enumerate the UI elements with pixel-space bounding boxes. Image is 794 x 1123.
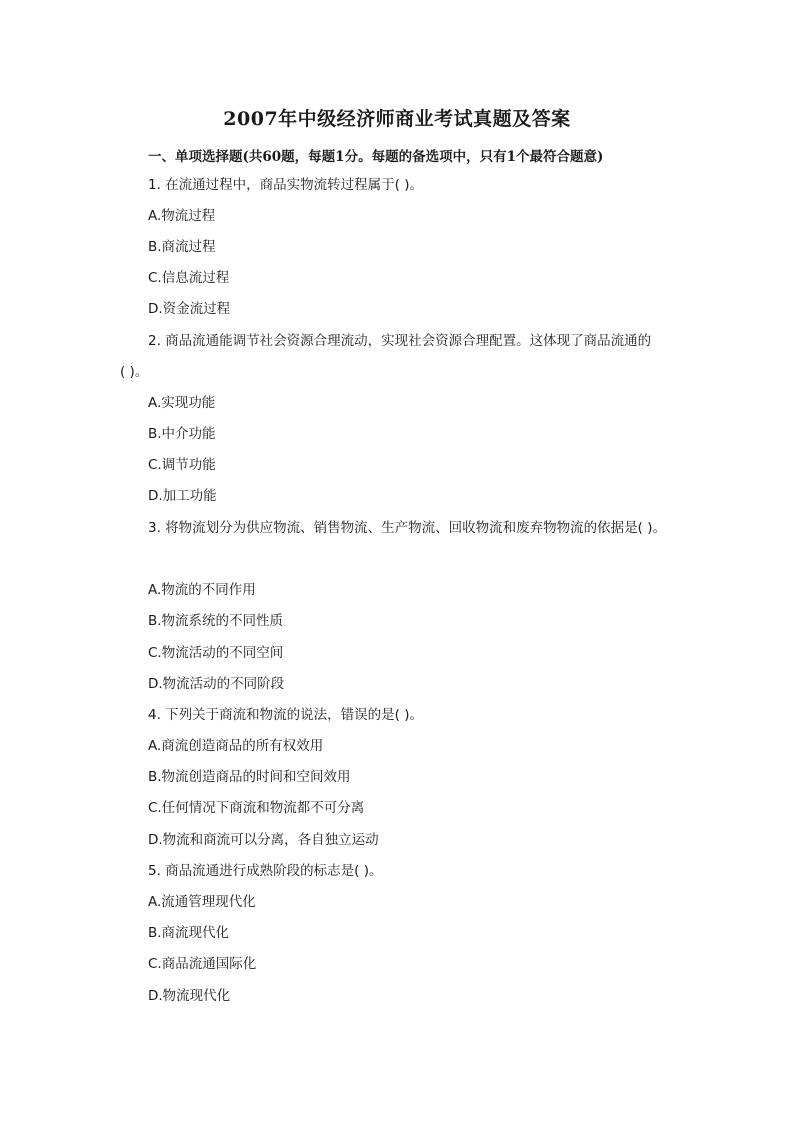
- question-2-option-d: D.加工功能: [148, 488, 217, 504]
- question-1-option-d: D.资金流过程: [148, 301, 231, 317]
- question-4-option-a: A.商流创造商品的所有权效用: [148, 738, 324, 754]
- question-4-stem: 4. 下列关于商流和物流的说法，错误的是( )。: [148, 707, 423, 723]
- question-1-option-a: A.物流过程: [148, 208, 216, 224]
- question-3-option-d: D.物流活动的不同阶段: [148, 676, 285, 692]
- question-2-stem: 2. 商品流通能调节社会资源合理流动，实现社会资源合理配置。这体现了商品流通的: [148, 333, 652, 349]
- question-5-stem: 5. 商品流通进行成熟阶段的标志是( )。: [148, 863, 383, 879]
- question-2-option-a: A.实现功能: [148, 395, 216, 411]
- section-heading: 一、单项选择题(共60题，每题1分。每题的备选项中，只有1个最符合题意): [148, 149, 604, 165]
- question-5-option-d: D.物流现代化: [148, 988, 231, 1004]
- question-2-option-b: B.中介功能: [148, 426, 216, 442]
- question-4-option-c: C.任何情况下商流和物流都不可分离: [148, 800, 365, 816]
- question-4-option-d: D.物流和商流可以分离，各自独立运动: [148, 832, 379, 848]
- question-1-stem: 1. 在流通过程中，商品实物流转过程属于( )。: [148, 177, 423, 193]
- document-title: 2007年中级经济师商业考试真题及答案: [223, 108, 571, 130]
- question-5-option-b: B.商流现代化: [148, 925, 230, 941]
- question-2-stem-continuation: ( )。: [120, 364, 149, 380]
- question-3-option-c: C.物流活动的不同空间: [148, 645, 284, 661]
- question-2-option-c: C.调节功能: [148, 457, 216, 473]
- question-3-stem: 3. 将物流划分为供应物流、销售物流、生产物流、回收物流和废弃物物流的依据是( )。: [148, 520, 666, 536]
- question-1-option-c: C.信息流过程: [148, 270, 230, 286]
- question-1-option-b: B.商流过程: [148, 239, 216, 255]
- question-3-option-a: A.物流的不同作用: [148, 582, 256, 598]
- question-3-option-b: B.物流系统的不同性质: [148, 613, 284, 629]
- question-5-option-a: A.流通管理现代化: [148, 894, 256, 910]
- question-5-option-c: C.商品流通国际化: [148, 956, 257, 972]
- question-4-option-b: B.物流创造商品的时间和空间效用: [148, 769, 351, 785]
